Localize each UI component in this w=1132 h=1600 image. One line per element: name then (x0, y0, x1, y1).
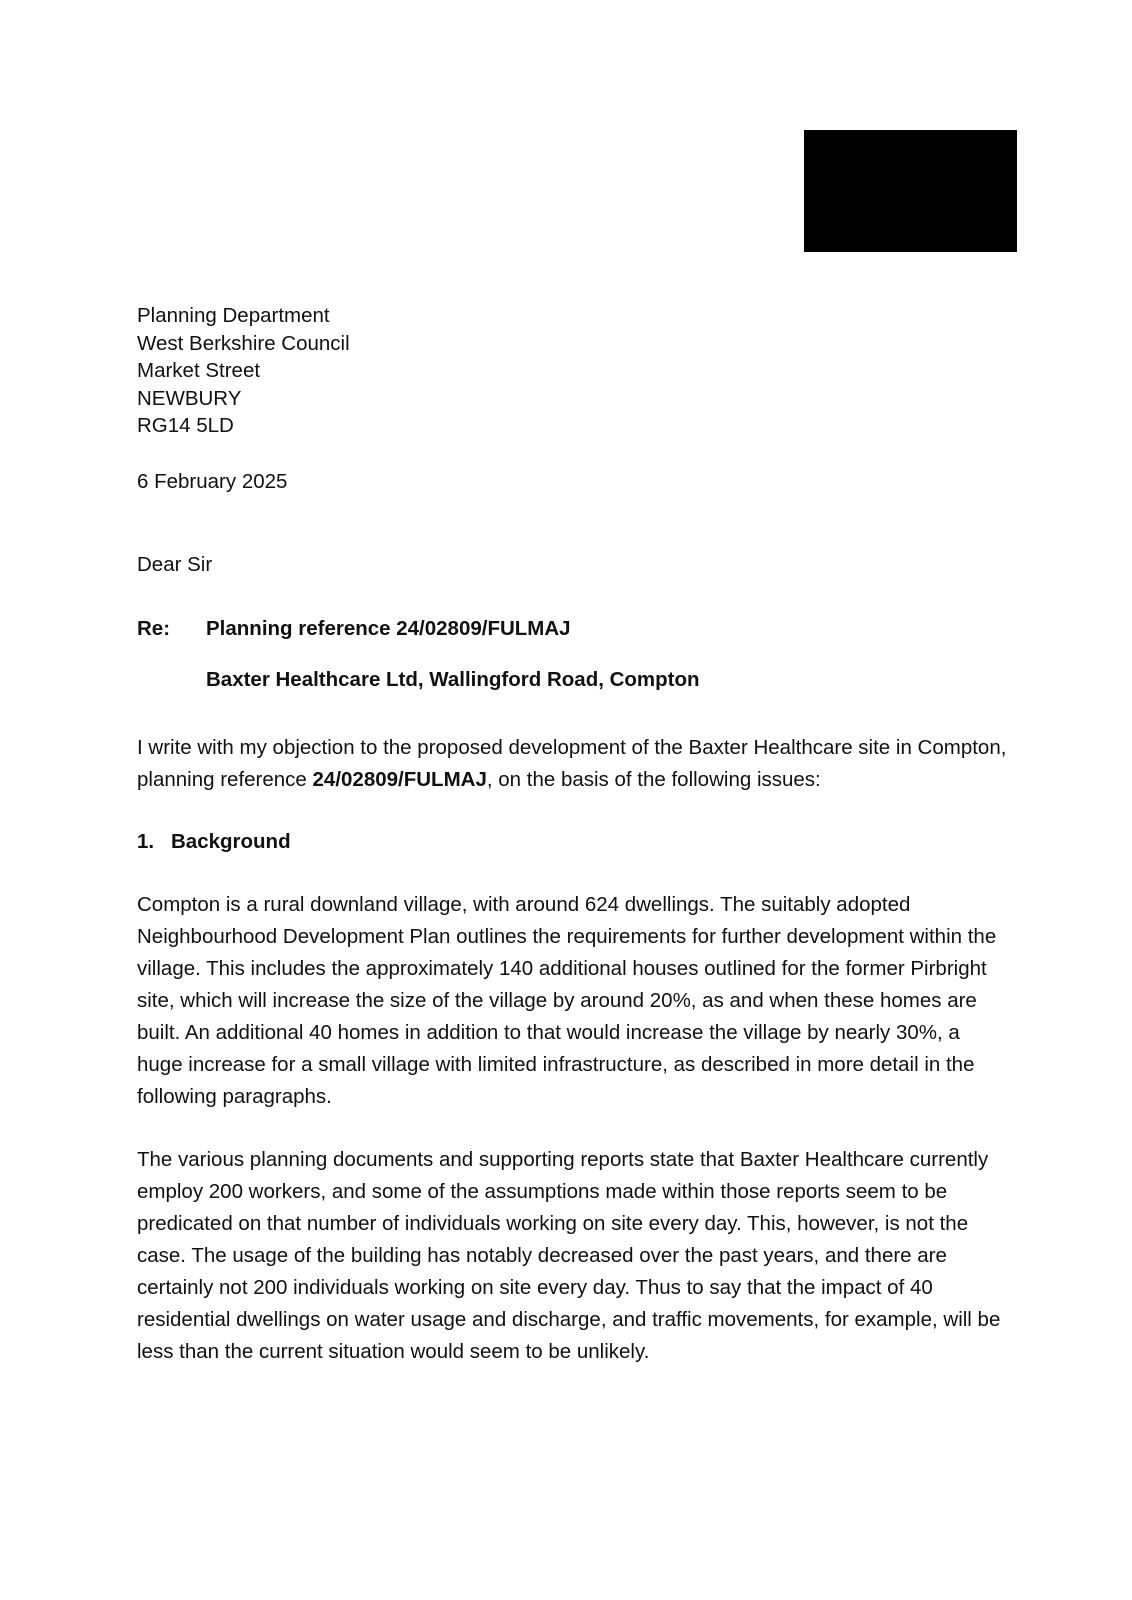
body-paragraph: Compton is a rural downland village, with around 624 dwellings. The suitably adopted Neighbourhood Development Plan outlines the requirements for further development within the village. This includes the approximately 140 additional houses outlined for the former Pirbright site, which will increase the size of the village by around 20%, as and when these homes are built. An additional 40 homes in addition to that would increase the village by nearly 30%, a huge increase for a small village with limited infrastructure, as described in more detail in the following paragraphs. (137, 892, 997, 1108)
subject-site: Baxter Healthcare Ltd, Wallingford Road, Compton (206, 668, 700, 691)
salutation: Dear Sir (137, 553, 213, 576)
address-line: RG14 5LD (137, 414, 234, 437)
intro-reference: 24/02809/FULMAJ (312, 767, 487, 791)
intro-paragraph (137, 732, 1007, 796)
redaction-block (804, 130, 1017, 252)
subject-row (137, 615, 1007, 643)
address-line: West Berkshire Council (137, 331, 350, 355)
recipient-address (137, 302, 1007, 440)
body-paragraph: The various planning documents and supporting reports state that Baxter Healthcare currently employ 200 workers, and some of the assumptions made within those reports seem to be predicated on that number of individuals working on site every day. This, however, is not the case. The usage of the building has notably decreased over the past years, and there are certainly not 200 individuals working on site every day. Thus to say that the impact of 40 residential dwellings on water usage and discharge, and traffic movements, for example, will be less than the current situation would seem to be unlikely. (137, 1147, 1001, 1363)
letter-date: 6 February 2025 (137, 469, 288, 493)
letter-body (137, 302, 1007, 1368)
section-heading (137, 826, 1007, 858)
subject-label: Re: (137, 616, 171, 640)
intro-text: I write with my objection to the proposed development of the Baxter Healthcare site in Compton, planning reference (137, 735, 1007, 791)
address-line: NEWBURY (137, 386, 242, 410)
subject-reference: Planning reference 24/02809/FULMAJ (206, 616, 571, 640)
address-line: Planning Department (137, 304, 330, 327)
subject-label-spacer (137, 666, 206, 694)
subject-row (137, 666, 1007, 694)
section-number: 1. (137, 829, 155, 853)
subject-block (137, 615, 1007, 694)
address-line: Market Street (137, 359, 261, 382)
section-title: Background (171, 829, 291, 853)
intro-text-end: , on the basis of the following issues: (486, 767, 821, 791)
